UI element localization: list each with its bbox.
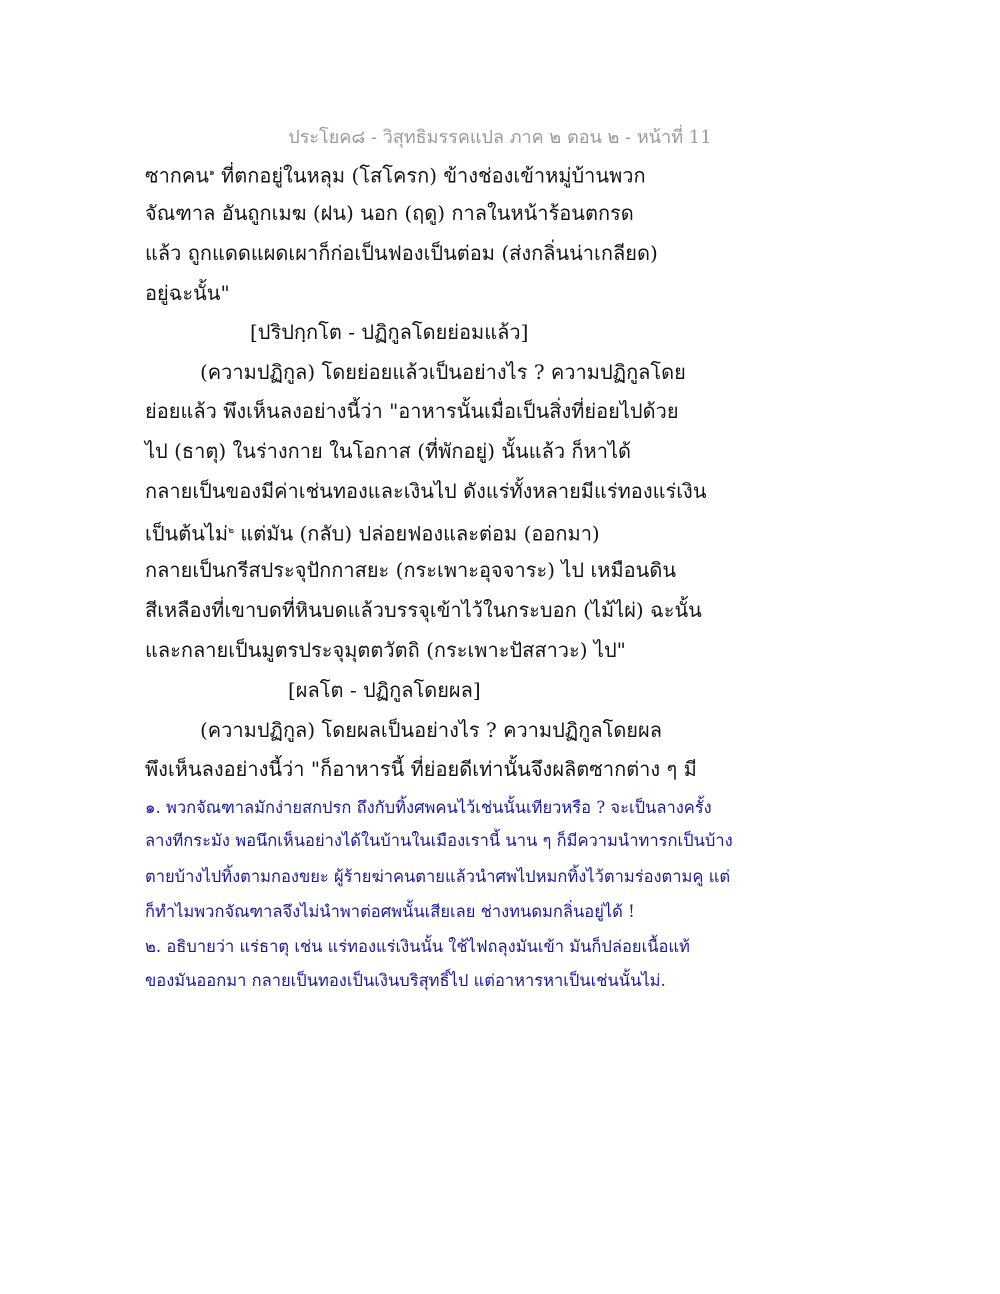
body-line-7: ย่อยแล้ว พึงเห็นลงอย่างนี้ว่า "อาหารนั้นเมื่อเป็นสิ่งที่ย่อยไปด้วย [145,399,679,423]
body-line-10 [145,518,600,547]
footnote-1-line-3: ตายบ้างไปทิ้งตามกองขยะ ผู้ร้ายฆ่าคนตายแล้วนำศพไปหมกทิ้งไว้ตามร่องตามคู แต่ [145,867,731,886]
body-line-10-rest: แต่มัน (กลับ) ปล่อยฟองและต่อม (ออกมา) [240,521,600,546]
body-line-12: สีเหลืองที่เขาบดที่หินบดแล้วบรรจุเข้าไว้ในกระบอก (ไม้ไผ่) ฉะนั้น [145,598,702,622]
body-line-9: กลายเป็นของมีค่าเช่นทองและเงินไป ดังแร่ทั้งหลายมีแร่ทองแร่เงิน [145,479,707,503]
body-line-6: (ความปฏิกูล) โดยย่อยแล้วเป็นอย่างไร ? ความปฏิกูลโดย [200,360,686,384]
body-line-15: (ความปฏิกูล) โดยผลเป็นอย่างไร ? ความปฏิกูลโดยผล [200,718,663,742]
footnote-1-line-4: ก็ทำไมพวกจัณฑาลจึงไม่นำพาต่อศพนั้นเสียเลย ช่างทนดมกลิ่นอยู่ได้ ! [145,902,635,921]
body-line-1-prefix: ซากคน [145,163,209,188]
footnote-1-line-1: ๑. พวกจัณฑาลมักง่ายสกปรก ถึงกับทิ้งศพคนไว้เช่นนั้นเทียวหรือ ? จะเป็นลางครั้ง [145,798,712,817]
body-line-13: และกลายเป็นมูตรประจุมุตตวัตถิ (กระเพาะปัสสาวะ) ไป" [145,638,626,662]
footnote-1-line-2: ลางทีกระมัง พอนึกเห็นอย่างได้ในบ้านในเมืองเรานี้ นาน ๆ ก็มีความนำทารกเป็นบ้าง [145,831,733,850]
body-line-1-rest: ที่ตกอยู่ในหลุม (โสโครก) ข้างช่องเข้าหมู่บ้านพวก [221,163,646,188]
body-line-8: ไป (ธาตุ) ในร่างกาย ในโอกาส (ที่พักอยู่) นั้นแล้ว ก็หาได้ [145,439,632,463]
footnote-2-line-2: ของมันออกมา กลายเป็นทองเป็นเงินบริสุทธิ์ไป แต่อาหารหาเป็นเช่นนั้นไม่. [145,971,666,990]
section-heading-2: [ผลโต - ปฏิกูลโดยผล] [288,678,481,702]
footnote-2-line-1: ๒. อธิบายว่า แร่ธาตุ เช่น แร่ทองแร่เงินนั้น ใช้ไฟถลุงมันเข้า มันก็ปล่อยเนื้อแท้ [145,937,690,956]
body-line-16: พึงเห็นลงอย่างนี้ว่า "ก็อาหารนี้ ที่ย่อยดีเท่านั้นจึงผลิตซากต่าง ๆ มี [145,757,697,781]
body-line-10-prefix: เป็นต้นไม่ [145,521,229,546]
footnote-ref-2: ๒ [228,526,235,536]
section-heading-1: [ปริปกฺกโต - ปฏิกูลโดยย่อมแล้ว] [250,320,529,344]
page-header: ประโยค๘ - วิสุทธิมรรคแปล ภาค ๒ ตอน ๒ - หน้าที่ 11 [288,127,712,148]
body-line-4: อยู่ฉะนั้น" [145,281,230,305]
footnote-ref-1: ๑ [208,168,215,178]
body-line-11: กลายเป็นกรีสประจุปักกาสยะ (กระเพาะอุจจาระ) ไป เหมือนดิน [145,558,677,582]
body-line-2: จัณฑาล อันถูกเมฆ (ฝน) นอก (ฤดู) กาลในหน้าร้อนตกรด [145,201,634,225]
body-line-3: แล้ว ถูกแดดแผดเผาก็ก่อเป็นฟองเป็นต่อม (ส่งกลิ่นน่าเกลียด) [145,241,658,265]
body-line-1 [145,160,646,189]
